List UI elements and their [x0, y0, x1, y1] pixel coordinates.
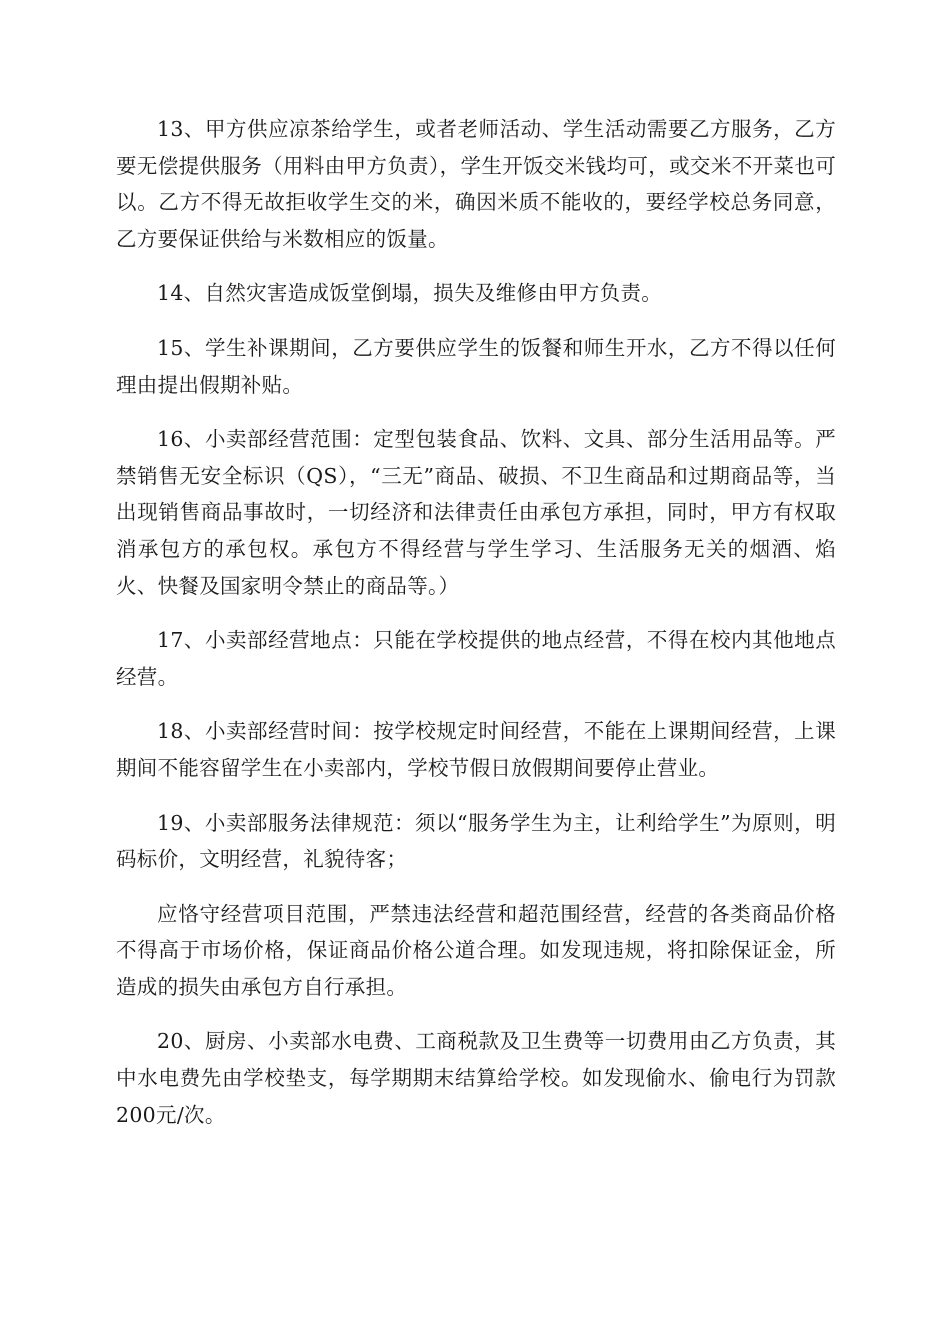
paragraph-17: 17、小卖部经营地点：只能在学校提供的地点经营，不得在校内其他地点经营。 — [116, 628, 836, 689]
paragraph-13: 13、甲方供应凉茶给学生，或者老师活动、学生活动需要乙方服务，乙方要无偿提供服务（用料由甲方负责），学生开饭交米钱均可，或交米不开菜也可以。乙方不得无故拒收学生交的米，确因米质不能收的，要经学校总务同意，乙方要保证供给与米数相应的饭量。 — [116, 117, 836, 251]
paragraph-14: 14、自然灾害造成饭堂倒塌，损失及维修由甲方负责。 — [157, 281, 663, 306]
paragraph-18: 18、小卖部经营时间：按学校规定时间经营，不能在上课期间经营，上课期间不能容留学生在小卖部内，学校节假日放假期间要停止营业。 — [116, 719, 836, 780]
paragraph-20: 20、厨房、小卖部水电费、工商税款及卫生费等一切费用由乙方负责，其中水电费先由学校垫支，每学期期末结算给学校。如发现偷水、偷电行为罚款200元/次。 — [116, 1029, 836, 1127]
paragraph-16: 16、小卖部经营范围：定型包装食品、饮料、文具、部分生活用品等。严禁销售无安全标识（QS），“三无”商品、破损、不卫生商品和过期商品等，当出现销售商品事故时，一切经济和法律责任由承包方承担，同时，甲方有权取消承包方的承包权。承包方不得经营与学生学习、生活服务无关的烟酒、焰火、快餐及国家明令禁止的商品等。） — [116, 427, 836, 598]
document-body — [116, 111, 836, 1151]
paragraph-15: 15、学生补课期间，乙方要供应学生的饭餐和师生开水，乙方不得以任何理由提出假期补贴。 — [116, 335, 836, 397]
paragraph-19-continued: 应恪守经营项目范围，严禁违法经营和超范围经营，经营的各类商品价格不得高于市场价格，保证商品价格公道合理。如发现违规，将扣除保证金，所造成的损失由承包方自行承担。 — [116, 901, 836, 999]
paragraph-19: 19、小卖部服务法律规范：须以“服务学生为主，让利给学生”为原则，明码标价，文明经营，礼貌待客； — [116, 810, 836, 872]
